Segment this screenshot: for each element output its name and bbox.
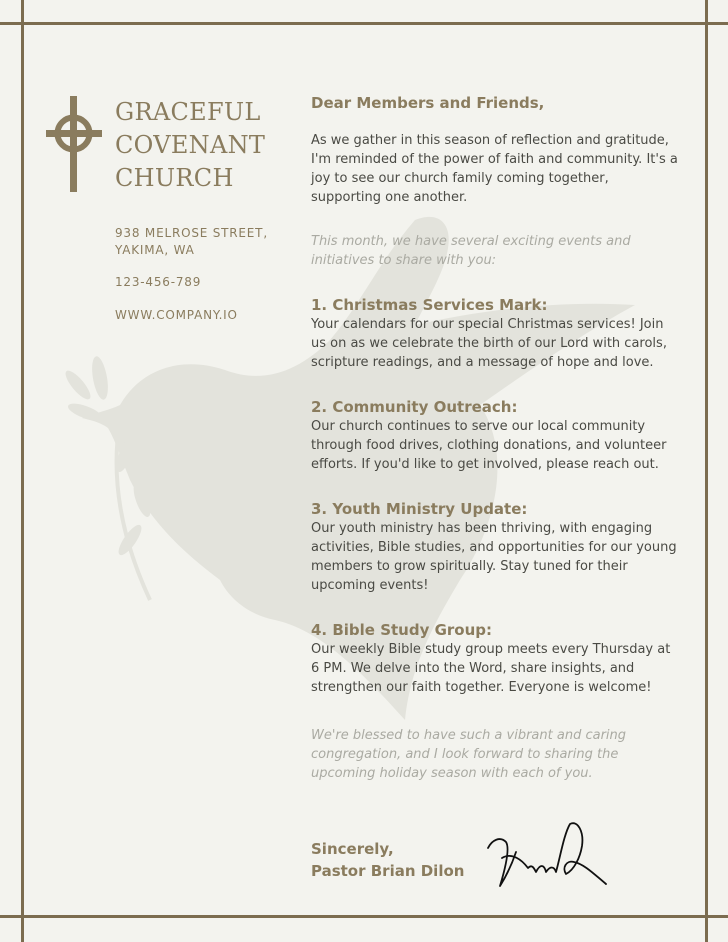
address-line: 938 MELROSE STREET, (115, 226, 268, 240)
event-body: Our weekly Bible study group meets every Thursday at 6 PM. We delve into the Word, share insights, and strengthen our faith together. Everyone is welcome! (311, 642, 671, 695)
signoff (311, 838, 464, 882)
celtic-cross-icon (46, 96, 102, 192)
church-website: WWW.COMPANY.IO (115, 308, 238, 322)
event-item (311, 621, 681, 697)
church-address (115, 225, 268, 259)
signer-name: Pastor Brian Dilon (311, 862, 465, 880)
church-name-line: COVENANT (115, 131, 266, 159)
event-item (311, 398, 681, 474)
letter-body (311, 92, 681, 783)
lead-paragraph: This month, we have several exciting events and initiatives to share with you: (311, 234, 631, 268)
church-name-line: GRACEFUL (115, 98, 261, 126)
event-title: 4. Bible Study Group: (311, 621, 493, 639)
event-item (311, 296, 681, 372)
church-name-line: CHURCH (115, 164, 234, 192)
event-title: 3. Youth Ministry Update: (311, 500, 528, 518)
greeting: Dear Members and Friends, (311, 94, 545, 112)
event-item (311, 500, 681, 595)
bottom-border-line (0, 915, 728, 918)
church-name (115, 96, 265, 195)
right-border-line (705, 0, 708, 942)
signoff-text: Sincerely, (311, 840, 394, 858)
event-title: 2. Community Outreach: (311, 398, 518, 416)
event-body: Our youth ministry has been thriving, with engaging activities, Bible studies, and opportunities for our young members to grow spiritually. Stay tuned for their upcoming events! (311, 521, 677, 593)
closing-paragraph: We're blessed to have such a vibrant and caring congregation, and I look forward to sharing the upcoming holiday season with each of you. (311, 728, 627, 781)
left-border-line (21, 0, 24, 942)
event-body: Your calendars for our special Christmas services! Join us on as we celebrate the birth of our Lord with carols, scripture readings, and a message of hope and love. (311, 317, 667, 370)
address-line: YAKIMA, WA (115, 243, 195, 257)
signature (480, 818, 612, 894)
event-title: 1. Christmas Services Mark: (311, 296, 548, 314)
event-body: Our church continues to serve our local community through food drives, clothing donations, and volunteer efforts. If you'd like to get involved, please reach out. (311, 419, 667, 472)
top-border-line (0, 22, 728, 25)
church-phone: 123-456-789 (115, 275, 202, 289)
intro-paragraph: As we gather in this season of reflection and gratitude, I'm reminded of the power of faith and community. It's a joy to see our church family coming together, supporting one another. (311, 133, 678, 205)
